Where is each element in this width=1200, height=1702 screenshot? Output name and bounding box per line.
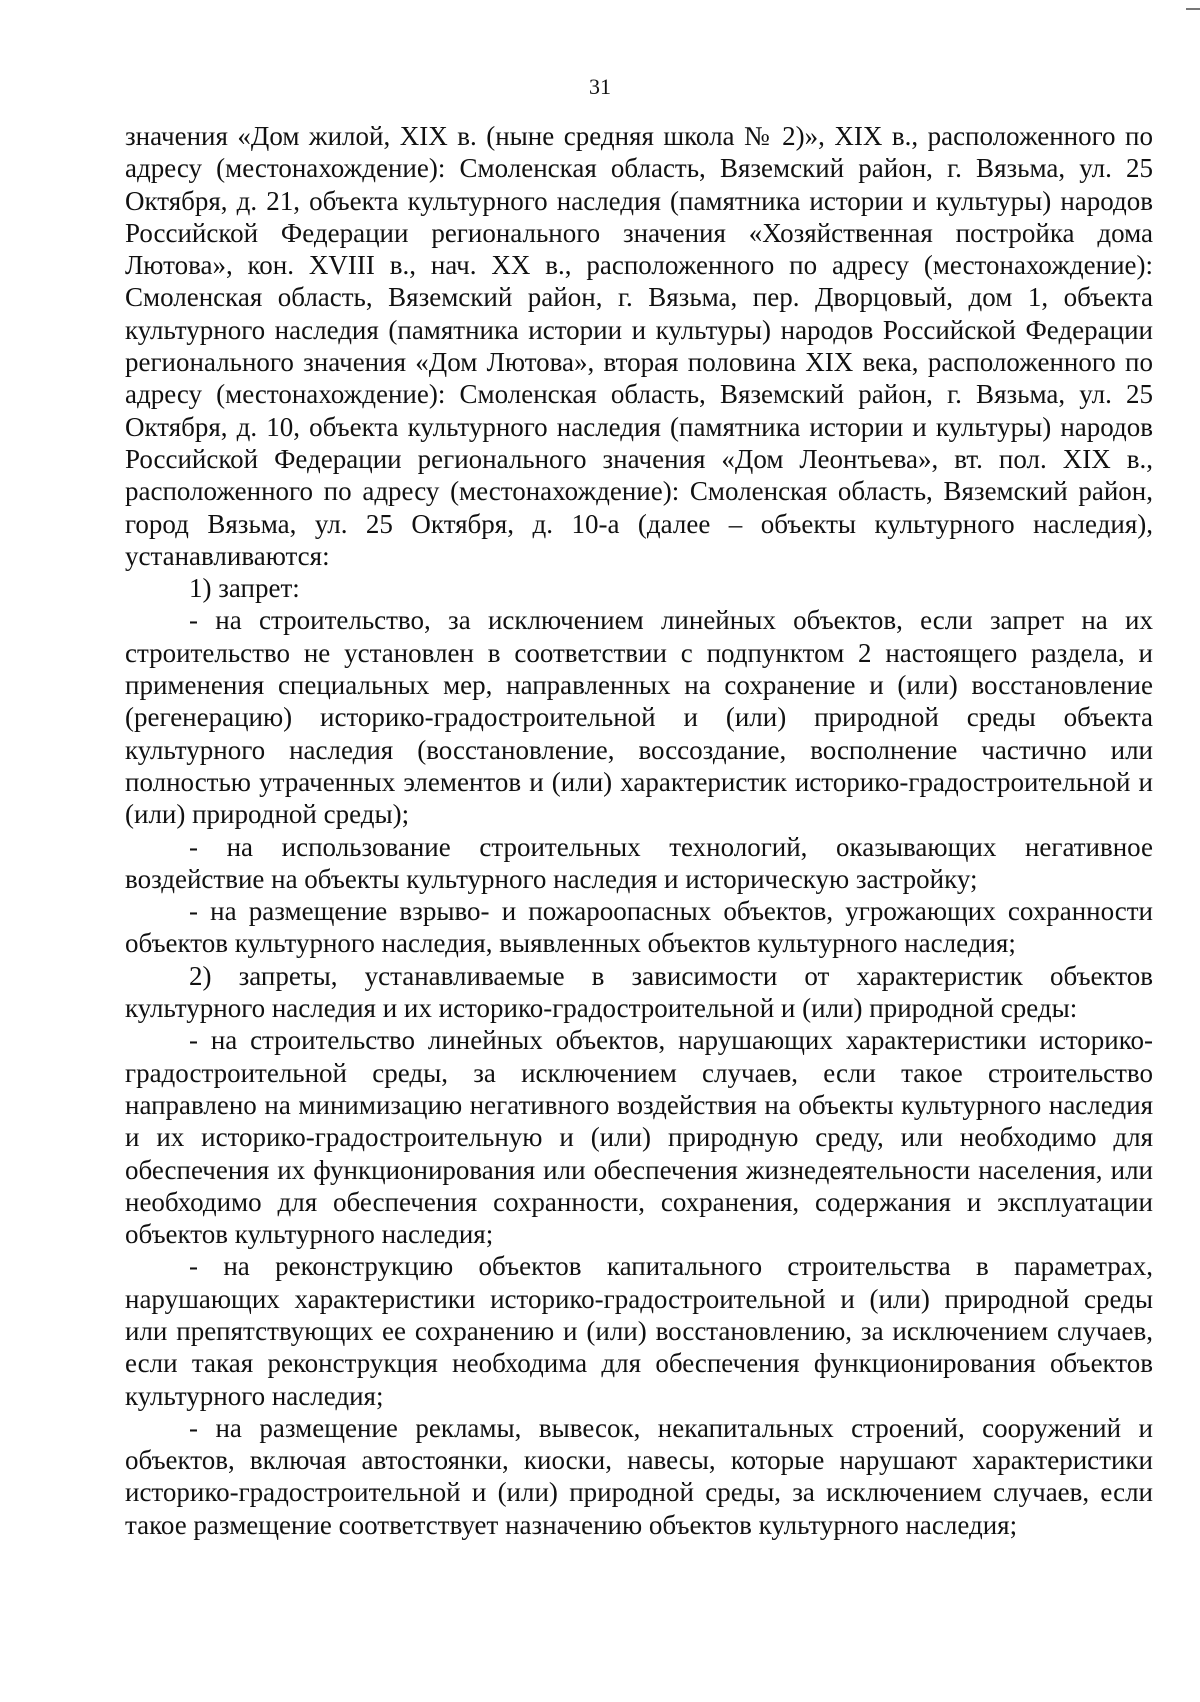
paragraph-continuation: значения «Дом жилой, XIX в. (ныне средняя школа № 2)», XIX в., расположенного по адресу (местонахождение): Смоленская область, Вяземский район, г. Вязьма, ул. 25 Октября, д. 21, объекта культурного наследия (памятника истории и культуры) народов Российской Федерации регионального значения «Хозяйственная постройка дома Лютова», кон. XVIII в., нач. XX в., расположенного по адресу (местонахождение): Смоленская область, Вяземский район, г. Вязьма, пер. Дворцовый, дом 1, объекта культурного наследия (памятника истории и культуры) народов Российской Федерации регионального значения «Дом Лютова», вторая половина XIX века, расположенного по адресу (местонахождение): Смоленская область, Вяземский район, г. Вязьма, ул. 25 Октября, д. 10, объекта культурного наследия (памятника истории и культуры) народов Российской Федерации регионального значения «Дом Леонтьева», вт. пол. XIX в., расположенного по адресу (местонахождение): Смоленская область, Вяземский район, город Вязьма, ул. 25 Октября, д. 10-а (далее – объекты культурного наследия), устанавливаются: <box>125 121 1153 571</box>
paragraph-bullet: - на реконструкцию объектов капитального строительства в параметрах, нарушающих характеристики историко-градостроительной и (или) природной среды или препятствующих ее сохранению и (или) восстановлению, за исключением случаев, если такая реконструкция необходима для обеспечения функционирования объектов культурного наследия; <box>125 1251 1153 1411</box>
paragraph-bullet: - на размещение рекламы, вывесок, некапитальных строений, сооружений и объектов, включая автостоянки, киоски, навесы, которые нарушают характеристики историко-градостроительной и (или) природной среды, за исключением случаев, если такое размещение соответствует назначению объектов культурного наследия; <box>125 1412 1153 1540</box>
paragraph-item-1: 1) запрет: <box>189 573 300 604</box>
paragraph-bullet: - на использование строительных технологий, оказывающих негативное воздействие на объекты культурного наследия и историческую застройку; <box>125 831 1153 894</box>
scan-edge-mark <box>1186 8 1200 10</box>
paragraph-bullet: - на размещение взрыво- и пожароопасных объектов, угрожающих сохранности объектов культурного наследия, выявленных объектов культурного наследия; <box>125 896 1153 959</box>
document-body <box>125 120 1153 1541</box>
paragraph-bullet: - на строительство, за исключением линейных объектов, если запрет на их строительство не установлен в соответствии с подпунктом 2 настоящего раздела, и применения специальных мер, направленных на сохранение и (или) восстановление (регенерацию) историко-градостроительной и (или) природной среды объекта культурного наследия (восстановление, воссоздание, восполнение частично или полностью утраченных элементов и (или) характеристик историко-градостроительной и (или) природной среды); <box>125 605 1153 830</box>
paragraph-item-2: 2) запреты, устанавливаемые в зависимости от характеристик объектов культурного наследия и их историко-градостроительной и (или) природной среды: <box>125 960 1153 1024</box>
page-number: 31 <box>589 74 611 99</box>
paragraph-bullet: - на строительство линейных объектов, нарушающих характеристики историко-градостроительной среды, за исключением случаев, если такое строительство направлено на минимизацию негативного воздействия на объекты культурного наследия и их историко-градостроительную и (или) природную среду, или необходимо для обеспечения их функционирования или обеспечения жизнедеятельности населения, или необходимо для обеспечения сохранности, сохранения, содержания и эксплуатации объектов культурного наследия; <box>125 1025 1153 1250</box>
